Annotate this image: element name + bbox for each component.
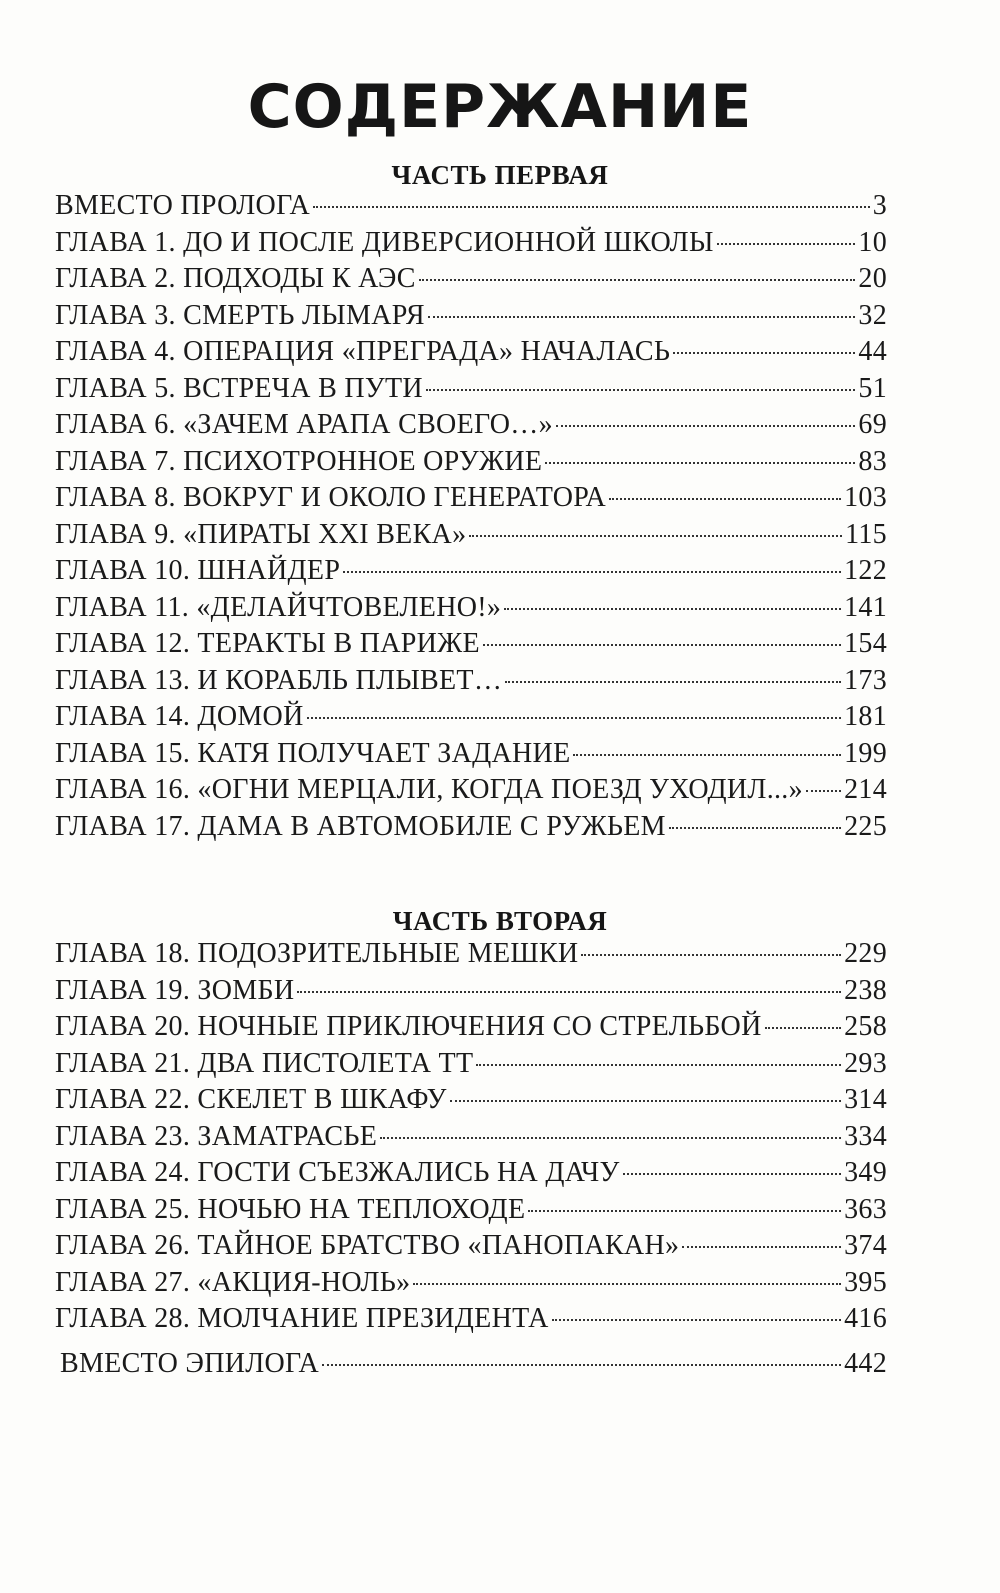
toc-entry-page: 32 (858, 299, 887, 331)
dot-leader (504, 608, 841, 610)
toc-entry-title: ГЛАВА 7. ПСИХОТРОННОЕ ОРУЖИЕ (55, 445, 543, 477)
dot-leader (673, 352, 855, 354)
toc-entry-title: ГЛАВА 16. «ОГНИ МЕРЦАЛИ, КОГДА ПОЕЗД УХОДИЛ...» (55, 774, 803, 805)
toc-entry[interactable] (55, 373, 887, 410)
toc-entry[interactable] (55, 1303, 887, 1340)
dot-leader (426, 389, 855, 391)
toc-entry-title: ГЛАВА 13. И КОРАБЛЬ ПЛЫВЕТ… (55, 664, 503, 696)
toc-entry-title: ГЛАВА 14. ДОМОЙ (55, 701, 304, 732)
toc-entry[interactable] (55, 263, 887, 300)
toc-entry-page: 83 (858, 445, 887, 477)
toc-entry-page: 314 (844, 1084, 887, 1115)
toc-entry-page: 154 (844, 628, 887, 659)
part-one-contents (55, 190, 887, 847)
dot-leader (469, 535, 842, 537)
toc-entry-page: 173 (844, 664, 887, 696)
toc-entry[interactable] (55, 446, 887, 483)
toc-entry-title: ГЛАВА 3. СМЕРТЬ ЛЫМАРЯ (55, 299, 425, 331)
toc-entry[interactable] (55, 665, 887, 702)
dot-leader (765, 1027, 841, 1029)
toc-entry-title: ГЛАВА 18. ПОДОЗРИТЕЛЬНЫЕ МЕШКИ (55, 938, 579, 969)
dot-leader (483, 644, 841, 646)
toc-entry-page: 416 (844, 1303, 887, 1334)
toc-entry[interactable] (55, 975, 887, 1012)
toc-entry-title: ГЛАВА 15. КАТЯ ПОЛУЧАЕТ ЗАДАНИЕ (55, 737, 571, 769)
toc-entry-page: 69 (858, 409, 887, 440)
toc-entry-page: 363 (844, 1193, 887, 1225)
toc-entry-title: ГЛАВА 9. «ПИРАТЫ XXI ВЕКА» (55, 518, 467, 550)
toc-entry-page: 103 (844, 482, 887, 513)
dot-leader (552, 1319, 841, 1321)
toc-entry-page: 229 (844, 938, 887, 969)
toc-entry-page: 141 (844, 591, 887, 623)
toc-entry-page: 442 (844, 1348, 887, 1379)
dot-leader (556, 425, 856, 427)
toc-entry[interactable] (55, 1084, 887, 1121)
toc-entry-page: 51 (858, 372, 887, 404)
toc-entry-page: 3 (872, 190, 887, 221)
dot-leader (313, 206, 870, 208)
dot-leader (322, 1364, 841, 1366)
toc-entry-epilogue[interactable] (60, 1348, 887, 1385)
toc-entry[interactable] (55, 1048, 887, 1085)
toc-entry-page: 374 (844, 1230, 887, 1261)
dot-leader (682, 1246, 841, 1248)
dot-leader (343, 571, 841, 573)
toc-entry-title: ГЛАВА 4. ОПЕРАЦИЯ «ПРЕГРАДА» НАЧАЛАСЬ (55, 336, 671, 367)
toc-entry[interactable] (55, 409, 887, 446)
toc-entry[interactable] (55, 1194, 887, 1231)
toc-entry[interactable] (55, 701, 887, 738)
toc-entry-title: ГЛАВА 27. «АКЦИЯ-НОЛЬ» (55, 1266, 411, 1298)
toc-entry[interactable] (55, 190, 887, 227)
toc-entry[interactable] (55, 300, 887, 337)
toc-entry-title: ГЛАВА 11. «ДЕЛАЙЧТОВЕЛЕНО!» (55, 591, 502, 623)
dot-leader (380, 1137, 841, 1139)
dot-leader (528, 1210, 841, 1212)
toc-entry-page: 181 (844, 701, 887, 732)
epilogue-contents (60, 1348, 887, 1385)
dot-leader (476, 1064, 841, 1066)
dot-leader (505, 681, 841, 683)
toc-entry-page: 293 (844, 1047, 887, 1079)
toc-entry-page: 20 (858, 263, 887, 294)
toc-entry[interactable] (55, 774, 887, 811)
dot-leader (623, 1173, 841, 1175)
dot-leader (573, 754, 841, 756)
toc-entry-title: ГЛАВА 28. МОЛЧАНИЕ ПРЕЗИДЕНТА (55, 1303, 549, 1334)
toc-entry-page: 214 (844, 774, 887, 805)
toc-entry-title: ГЛАВА 22. СКЕЛЕТ В ШКАФУ (55, 1084, 447, 1115)
toc-entry-title: ГЛАВА 8. ВОКРУГ И ОКОЛО ГЕНЕРАТОРА (55, 482, 607, 513)
toc-entry[interactable] (55, 1121, 887, 1158)
toc-entry[interactable] (55, 738, 887, 775)
toc-entry[interactable] (55, 555, 887, 592)
dot-leader (581, 954, 841, 956)
toc-entry[interactable] (55, 811, 887, 848)
toc-entry[interactable] (55, 227, 887, 264)
part-two-contents (55, 938, 887, 1340)
part-two-heading: ЧАСТЬ ВТОРАЯ (392, 906, 608, 936)
dot-leader (413, 1283, 841, 1285)
toc-entry-title: ГЛАВА 23. ЗАМАТРАСЬЕ (55, 1120, 378, 1152)
dot-leader (307, 717, 842, 719)
dot-leader (419, 279, 856, 281)
toc-entry[interactable] (55, 938, 887, 975)
dot-leader (717, 243, 856, 245)
dot-leader (609, 498, 841, 500)
toc-entry-title: ГЛАВА 2. ПОДХОДЫ К АЭС (55, 263, 416, 294)
toc-entry-page: 395 (844, 1266, 887, 1298)
toc-entry[interactable] (55, 1157, 887, 1194)
toc-entry-title: ГЛАВА 5. ВСТРЕЧА В ПУТИ (55, 372, 423, 404)
toc-entry-title: ГЛАВА 19. ЗОМБИ (55, 974, 295, 1006)
toc-entry-title: ГЛАВА 26. ТАЙНОЕ БРАТСТВО «ПАНОПАКАН» (55, 1230, 680, 1261)
toc-entry-title: ГЛАВА 20. НОЧНЫЕ ПРИКЛЮЧЕНИЯ СО СТРЕЛЬБОЙ (55, 1011, 762, 1042)
dot-leader (297, 991, 841, 993)
toc-entry-page: 349 (844, 1157, 887, 1188)
toc-entry-page: 122 (844, 555, 887, 586)
toc-entry-page: 115 (845, 518, 887, 550)
part-one-heading: ЧАСТЬ ПЕРВАЯ (391, 160, 609, 190)
toc-entry-title: ГЛАВА 12. ТЕРАКТЫ В ПАРИЖЕ (55, 628, 480, 659)
toc-entry[interactable] (55, 482, 887, 519)
toc-entry-page: 334 (844, 1120, 887, 1152)
toc-entry[interactable] (55, 519, 887, 556)
toc-entry-page: 238 (844, 974, 887, 1006)
toc-entry-title: ВМЕСТО ЭПИЛОГА (60, 1348, 320, 1379)
toc-entry[interactable] (55, 628, 887, 665)
toc-entry[interactable] (55, 592, 887, 629)
toc-entry[interactable] (55, 1267, 887, 1304)
toc-entry-title: ГЛАВА 24. ГОСТИ СЪЕЗЖАЛИСЬ НА ДАЧУ (55, 1157, 620, 1188)
toc-entry-title: ГЛАВА 10. ШНАЙДЕР (55, 555, 341, 586)
toc-entry-page: 225 (844, 810, 887, 842)
toc-entry-title: ГЛАВА 21. ДВА ПИСТОЛЕТА ТТ (55, 1047, 474, 1079)
toc-entry-title: ГЛАВА 25. НОЧЬЮ НА ТЕПЛОХОДЕ (55, 1193, 526, 1225)
dot-leader (669, 827, 841, 829)
dot-leader (450, 1100, 841, 1102)
toc-entry[interactable] (55, 336, 887, 373)
toc-entry-title: ГЛАВА 1. ДО И ПОСЛЕ ДИВЕРСИОННОЙ ШКОЛЫ (55, 226, 714, 258)
dot-leader (806, 790, 841, 792)
toc-entry-title: ГЛАВА 17. ДАМА В АВТОМОБИЛЕ С РУЖЬЕМ (55, 810, 666, 842)
toc-entry-title: ГЛАВА 6. «ЗАЧЕМ АРАПА СВОЕГО…» (55, 409, 553, 440)
dot-leader (428, 316, 856, 318)
toc-entry[interactable] (55, 1230, 887, 1267)
toc-entry-page: 258 (844, 1011, 887, 1042)
toc-entry-page: 10 (858, 226, 887, 258)
toc-entry-title: ВМЕСТО ПРОЛОГА (55, 190, 311, 221)
toc-entry-page: 44 (858, 336, 887, 367)
toc-entry[interactable] (55, 1011, 887, 1048)
toc-entry-page: 199 (844, 737, 887, 769)
page-title: СОДЕРЖАНИЕ (247, 72, 753, 142)
dot-leader (545, 462, 855, 464)
